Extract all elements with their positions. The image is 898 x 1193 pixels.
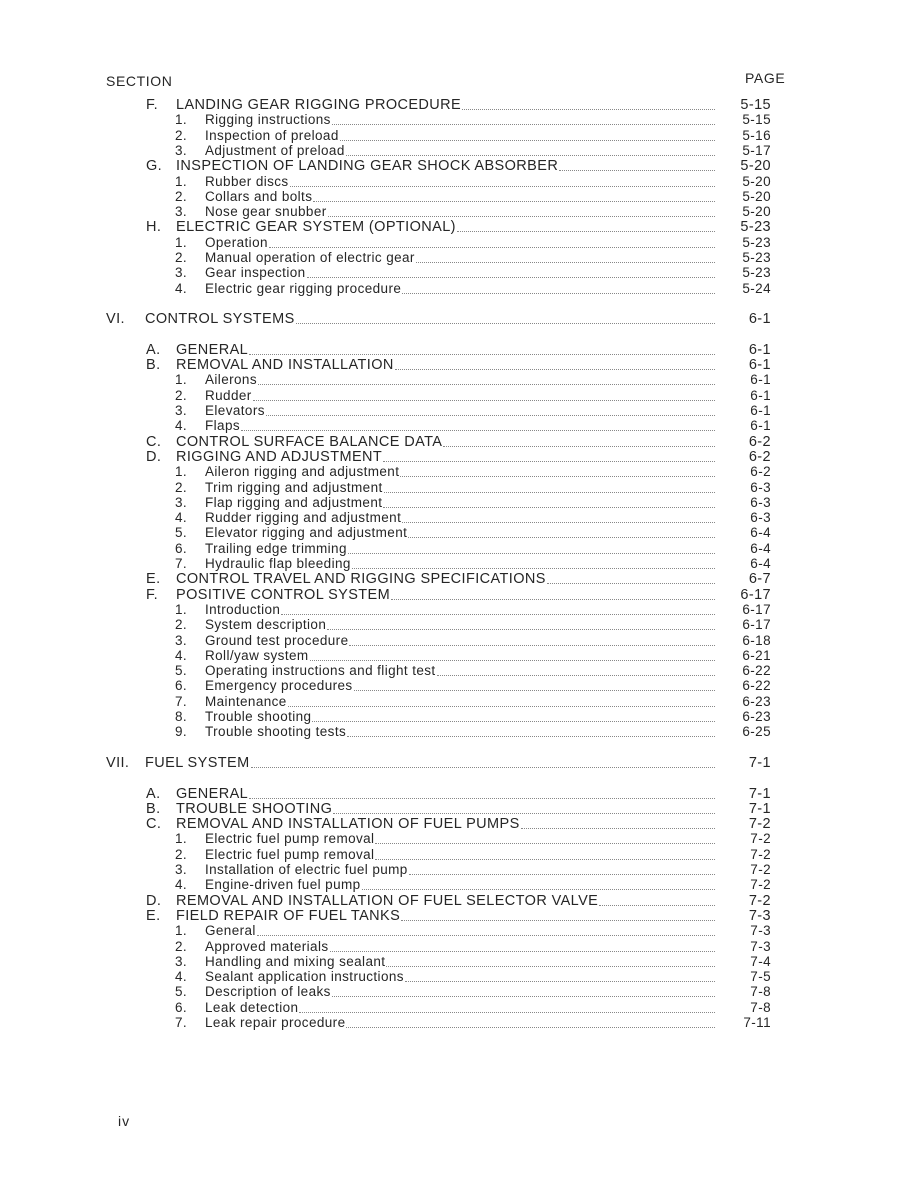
entry-page: 6-23	[742, 693, 771, 709]
entry-marker: E.	[146, 571, 161, 588]
entry-page: 6-2	[748, 448, 771, 465]
entry-marker: B.	[146, 357, 161, 374]
entry-marker: VI.	[106, 311, 125, 328]
entry-marker: 1.	[175, 234, 188, 250]
dot-leader	[327, 628, 715, 630]
entry-title: Roll/yaw system	[205, 647, 309, 663]
toc-entry	[0, 755, 898, 771]
entry-page: 7-2	[750, 846, 771, 862]
toc-entry	[0, 709, 898, 725]
dot-leader	[330, 950, 715, 952]
entry-title: Flap rigging and adjustment	[205, 494, 383, 510]
dot-leader	[310, 659, 715, 661]
toc-entry	[0, 587, 898, 603]
dot-leader	[249, 797, 715, 799]
toc-entry	[0, 464, 898, 480]
entry-page: 6-17	[740, 586, 771, 603]
entry-marker: 2.	[175, 479, 188, 495]
entry-page: 5-16	[742, 127, 771, 143]
toc-entry	[0, 143, 898, 159]
entry-marker: A.	[146, 785, 161, 802]
dot-leader	[253, 399, 715, 401]
entry-page: 7-1	[748, 800, 771, 817]
entry-title: Elevator rigging and adjustment	[205, 525, 408, 541]
toc-entry	[0, 510, 898, 526]
entry-marker: F.	[146, 97, 159, 113]
entry-marker: 2.	[175, 617, 188, 633]
dot-leader	[269, 246, 715, 248]
toc-entry	[0, 831, 898, 847]
dot-leader	[443, 445, 715, 447]
dot-leader	[346, 1026, 715, 1028]
entry-page: 6-7	[748, 571, 771, 588]
toc-entry	[0, 939, 898, 955]
toc-entry	[0, 617, 898, 633]
entry-page: 7-2	[748, 892, 771, 909]
entry-page: 5-23	[742, 234, 771, 250]
toc-entry	[0, 969, 898, 985]
entry-title: Operation	[205, 234, 268, 250]
dot-leader	[348, 552, 715, 554]
entry-title: Nose gear snubber	[205, 204, 327, 220]
entry-title: Rudder	[205, 387, 252, 403]
entry-page: 7-2	[750, 862, 771, 877]
dot-leader	[307, 276, 715, 278]
dot-leader	[347, 735, 715, 737]
toc-entry	[0, 495, 898, 511]
toc-entry	[0, 847, 898, 863]
entry-title: Gear inspection	[205, 265, 306, 281]
entry-page: 6-3	[750, 494, 771, 510]
entry-marker: 3.	[175, 862, 188, 877]
entry-marker: 4.	[175, 647, 188, 663]
dot-leader	[340, 139, 715, 141]
entry-marker: 3.	[175, 142, 188, 158]
entry-page: 7-4	[750, 953, 771, 969]
entry-marker: 4.	[175, 280, 188, 296]
entry-title: Rubber discs	[205, 173, 289, 189]
toc-entry	[0, 678, 898, 694]
entry-marker: 2.	[175, 250, 188, 265]
dot-leader	[257, 934, 715, 936]
entry-marker: 4.	[175, 969, 188, 985]
entry-page: 5-20	[742, 188, 771, 204]
toc-entry	[0, 388, 898, 404]
entry-marker: D.	[146, 448, 162, 465]
entry-title: CONTROL TRAVEL AND RIGGING SPECIFICATIONS	[176, 571, 546, 588]
entry-page: 6-22	[742, 678, 771, 694]
toc-entry	[0, 219, 898, 235]
toc-entry	[0, 1015, 898, 1031]
entry-title: Maintenance	[205, 693, 287, 709]
toc-entry	[0, 403, 898, 419]
dot-leader	[408, 536, 715, 538]
toc-entry	[0, 571, 898, 587]
toc-entry	[0, 372, 898, 388]
entry-page: 6-23	[742, 709, 771, 724]
entry-title: Installation of electric fuel pump	[205, 862, 408, 877]
entry-page: 6-1	[748, 311, 771, 328]
toc-entry	[0, 480, 898, 496]
entry-title: REMOVAL AND INSTALLATION	[176, 357, 394, 374]
toc-entry	[0, 602, 898, 618]
entry-marker: 2.	[175, 127, 188, 143]
entry-title: INSPECTION OF LANDING GEAR SHOCK ABSORBER	[176, 158, 559, 175]
entry-page: 7-2	[748, 816, 771, 833]
entry-page: 7-8	[750, 999, 771, 1015]
entry-page: 6-21	[742, 647, 771, 663]
toc-entry	[0, 694, 898, 710]
dot-leader	[266, 414, 715, 416]
entry-marker: 5.	[175, 663, 188, 679]
entry-title: System description	[205, 617, 327, 633]
entry-marker: 2.	[175, 846, 188, 862]
entry-marker: 3.	[175, 265, 188, 281]
entry-page: 6-17	[742, 617, 771, 633]
entry-page: 5-15	[740, 97, 771, 113]
dot-leader	[241, 429, 715, 431]
entry-page: 5-17	[742, 142, 771, 158]
entry-page: 5-20	[742, 173, 771, 189]
entry-title: GENERAL	[176, 341, 249, 358]
entry-marker: 1.	[175, 112, 188, 128]
dot-leader	[362, 888, 715, 890]
toc-entry	[0, 525, 898, 541]
toc-entry	[0, 984, 898, 1000]
entry-page: 6-22	[742, 663, 771, 679]
dot-leader	[437, 674, 715, 676]
dot-leader	[402, 521, 715, 523]
entry-title: REMOVAL AND INSTALLATION OF FUEL SELECTOR VALVE	[176, 892, 599, 909]
entry-title: Ground test procedure	[205, 632, 349, 648]
entry-page: 5-23	[740, 219, 771, 236]
entry-title: POSITIVE CONTROL SYSTEM	[176, 586, 391, 603]
entry-marker: 5.	[175, 984, 188, 1000]
toc-entry	[0, 449, 898, 465]
dot-leader	[462, 108, 715, 110]
entry-page: 6-17	[742, 601, 771, 617]
toc-entry	[0, 954, 898, 970]
dot-leader	[559, 169, 715, 171]
toc-entry	[0, 1000, 898, 1016]
entry-page: 7-3	[750, 923, 771, 939]
toc-entry	[0, 204, 898, 220]
entry-page: 6-25	[742, 724, 771, 740]
toc-entry	[0, 724, 898, 740]
dot-leader	[346, 154, 715, 156]
entry-title: CONTROL SURFACE BALANCE DATA	[176, 433, 443, 450]
entry-marker: 4.	[175, 510, 188, 526]
entry-marker: 1.	[175, 831, 188, 847]
entry-title: ELECTRIC GEAR SYSTEM (OPTIONAL)	[176, 219, 456, 236]
toc-entry	[0, 633, 898, 649]
entry-page: 7-1	[748, 754, 771, 771]
entry-page: 6-1	[748, 357, 771, 374]
entry-marker: 3.	[175, 494, 188, 510]
dot-leader	[328, 215, 715, 217]
toc-entry	[0, 877, 898, 893]
dot-leader	[299, 1011, 715, 1013]
dot-leader	[402, 292, 715, 294]
entry-page: 6-2	[750, 464, 771, 480]
dot-leader	[349, 644, 715, 646]
toc-entry	[0, 235, 898, 251]
entry-marker: 2.	[175, 188, 188, 204]
entry-title: Sealant application instructions	[205, 969, 404, 985]
entry-title: GENERAL	[176, 785, 249, 802]
entry-marker: 6.	[175, 678, 188, 694]
dot-leader	[258, 383, 715, 385]
dot-leader	[352, 567, 715, 569]
entry-marker: 1.	[175, 464, 188, 480]
entry-title: Rudder rigging and adjustment	[205, 510, 402, 526]
dot-leader	[416, 261, 715, 263]
toc-entry	[0, 112, 898, 128]
dot-leader	[249, 353, 715, 355]
entry-title: Emergency procedures	[205, 678, 353, 694]
entry-marker: 1.	[175, 923, 188, 939]
toc-entry	[0, 862, 898, 878]
entry-title: Operating instructions and flight test	[205, 663, 436, 679]
entry-marker: E.	[146, 907, 161, 924]
entry-marker: 3.	[175, 204, 188, 220]
entry-marker: B.	[146, 800, 161, 817]
entry-page: 7-3	[750, 938, 771, 954]
entry-title: Hydraulic flap bleeding	[205, 556, 351, 571]
entry-page: 6-1	[750, 418, 771, 434]
entry-title: Flaps	[205, 418, 241, 434]
entry-marker: 3.	[175, 632, 188, 648]
entry-title: Engine-driven fuel pump	[205, 877, 361, 893]
toc-entry	[0, 786, 898, 802]
entry-title: Trailing edge trimming	[205, 540, 347, 556]
dot-leader	[375, 842, 715, 844]
toc-entry	[0, 250, 898, 266]
page-column-header: PAGE	[745, 70, 786, 86]
entry-title: Introduction	[205, 601, 281, 617]
dot-leader	[332, 123, 715, 125]
toc-entry	[0, 418, 898, 434]
entry-marker: 6.	[175, 999, 188, 1015]
entry-marker: 1.	[175, 372, 188, 388]
entry-page: 6-1	[750, 403, 771, 418]
entry-marker: 6.	[175, 540, 188, 556]
toc-entry	[0, 801, 898, 817]
entry-title: Electric fuel pump removal	[205, 846, 375, 862]
entry-title: TROUBLE SHOOTING	[176, 800, 333, 817]
entry-page: 5-15	[742, 112, 771, 128]
entry-page: 6-18	[742, 632, 771, 648]
entry-marker: A.	[146, 341, 161, 358]
dot-leader	[391, 598, 715, 600]
dot-leader	[354, 689, 715, 691]
entry-marker: D.	[146, 892, 162, 909]
dot-leader	[384, 491, 715, 493]
dot-leader	[251, 766, 715, 768]
entry-page: 6-1	[750, 372, 771, 388]
toc-entry	[0, 311, 898, 327]
entry-title: LANDING GEAR RIGGING PROCEDURE	[176, 97, 462, 113]
entry-title: Trouble shooting	[205, 709, 312, 724]
entry-title: Leak detection	[205, 999, 299, 1015]
entry-marker: 1.	[175, 601, 188, 617]
toc-entry	[0, 158, 898, 174]
toc-entry	[0, 923, 898, 939]
dot-leader	[405, 980, 715, 982]
dot-leader	[409, 873, 715, 875]
entry-marker: 2.	[175, 387, 188, 403]
toc-entry	[0, 174, 898, 190]
entry-marker: 7.	[175, 1015, 188, 1030]
entry-page: 6-1	[748, 341, 771, 358]
toc-entry	[0, 265, 898, 281]
entry-title: Trouble shooting tests	[205, 724, 347, 740]
toc-entry	[0, 342, 898, 358]
entry-title: Electric gear rigging procedure	[205, 280, 402, 296]
toc-entry	[0, 556, 898, 572]
entry-title: Ailerons	[205, 372, 257, 388]
entry-marker: C.	[146, 816, 162, 833]
dot-leader	[395, 368, 715, 370]
dot-leader	[521, 827, 715, 829]
entry-page: 6-4	[750, 540, 771, 556]
entry-title: Manual operation of electric gear	[205, 250, 415, 265]
dot-leader	[281, 613, 715, 615]
toc-entry	[0, 357, 898, 373]
toc-entry	[0, 541, 898, 557]
dot-leader	[333, 812, 715, 814]
toc-entry	[0, 189, 898, 205]
entry-marker: F.	[146, 586, 159, 603]
toc-entry	[0, 908, 898, 924]
entry-marker: 5.	[175, 525, 188, 541]
entry-title: FIELD REPAIR OF FUEL TANKS	[176, 907, 401, 924]
entry-marker: 4.	[175, 877, 188, 893]
entry-page: 6-3	[750, 510, 771, 526]
entry-page: 6-4	[750, 556, 771, 571]
entry-page: 7-2	[750, 831, 771, 847]
toc-entry	[0, 648, 898, 664]
toc-entry	[0, 893, 898, 909]
entry-title: FUEL SYSTEM	[145, 754, 250, 771]
dot-leader	[383, 460, 715, 462]
entry-title: Elevators	[205, 403, 265, 418]
entry-page: 5-23	[742, 265, 771, 281]
entry-title: Collars and bolts	[205, 188, 313, 204]
entry-title: Approved materials	[205, 938, 329, 954]
dot-leader	[400, 475, 715, 477]
entry-page: 7-8	[750, 984, 771, 1000]
entry-page: 6-1	[750, 387, 771, 403]
dot-leader	[375, 858, 715, 860]
entry-marker: C.	[146, 433, 162, 450]
entry-title: General	[205, 923, 256, 939]
entry-marker: 4.	[175, 418, 188, 434]
page-number: iv	[118, 1113, 131, 1129]
entry-page: 6-2	[748, 433, 771, 450]
entry-title: Electric fuel pump removal	[205, 831, 375, 847]
dot-leader	[312, 720, 715, 722]
section-column-header: SECTION	[106, 73, 173, 89]
entry-marker: 2.	[175, 938, 188, 954]
entry-page: 6-3	[750, 479, 771, 495]
toc-entry	[0, 816, 898, 832]
entry-page: 7-11	[743, 1015, 771, 1030]
entry-page: 7-1	[748, 785, 771, 802]
dot-leader	[599, 904, 715, 906]
dot-leader	[547, 582, 715, 584]
entry-marker: 3.	[175, 953, 188, 969]
entry-title: REMOVAL AND INSTALLATION OF FUEL PUMPS	[176, 816, 520, 833]
entry-marker: 1.	[175, 173, 188, 189]
entry-marker: H.	[146, 219, 162, 236]
entry-page: 5-20	[742, 204, 771, 220]
entry-marker: G.	[146, 158, 163, 175]
entry-title: Trim rigging and adjustment	[205, 479, 383, 495]
dot-leader	[383, 506, 715, 508]
toc-entry	[0, 281, 898, 297]
entry-page: 5-24	[742, 280, 771, 296]
entry-page: 6-4	[750, 525, 771, 541]
entry-marker: 7.	[175, 693, 188, 709]
entry-title: Leak repair procedure	[205, 1015, 346, 1030]
dot-leader	[296, 322, 715, 324]
entry-marker: VII.	[106, 754, 130, 771]
entry-title: Handling and mixing sealant	[205, 953, 386, 969]
toc-entry	[0, 97, 898, 113]
entry-marker: 8.	[175, 709, 188, 724]
toc-entry	[0, 434, 898, 450]
entry-title: Aileron rigging and adjustment	[205, 464, 400, 480]
entry-title: Inspection of preload	[205, 127, 339, 143]
dot-leader	[332, 995, 715, 997]
toc-entry	[0, 128, 898, 144]
entry-page: 7-5	[750, 969, 771, 985]
entry-title: Adjustment of preload	[205, 142, 345, 158]
toc-entry	[0, 663, 898, 679]
entry-title: RIGGING AND ADJUSTMENT	[176, 448, 383, 465]
dot-leader	[457, 230, 715, 232]
entry-page: 7-3	[748, 907, 771, 924]
entry-page: 5-23	[742, 250, 771, 265]
entry-title: Description of leaks	[205, 984, 331, 1000]
dot-leader	[313, 200, 715, 202]
entry-title: CONTROL SYSTEMS	[145, 311, 295, 328]
entry-marker: 9.	[175, 724, 188, 740]
entry-page: 5-20	[740, 158, 771, 175]
entry-page: 7-2	[750, 877, 771, 893]
entry-title: Rigging instructions	[205, 112, 331, 128]
entry-marker: 7.	[175, 556, 188, 571]
dot-leader	[290, 185, 715, 187]
dot-leader	[401, 919, 715, 921]
entry-marker: 3.	[175, 403, 188, 418]
dot-leader	[386, 965, 715, 967]
dot-leader	[288, 705, 715, 707]
